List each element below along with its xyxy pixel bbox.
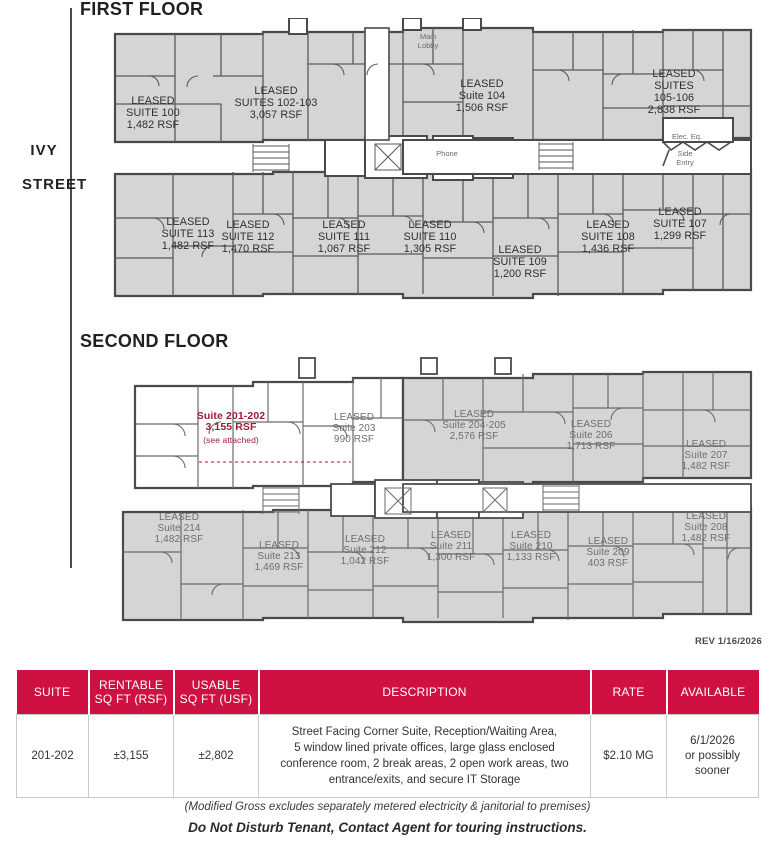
suite-label-210: LEASED Suite 210 1,133 RSF — [506, 530, 556, 564]
cell-rentable-sqft: ±3,155 — [89, 715, 174, 798]
suite-label-104: LEASED Suite 104 1,506 RSF — [455, 78, 509, 114]
annotation-phone: Phone — [436, 149, 458, 158]
suite-label-113: LEASED SUITE 113 1,482 RSF — [161, 216, 215, 252]
cell-suite: 201-202 — [17, 715, 89, 798]
suite-label-214: LEASED Suite 214 1,482 RSF — [154, 512, 204, 546]
suite-label-206: LEASED Suite 206 1,713 RSF — [566, 419, 616, 453]
header-rentable-sqft: RENTABLE SQ FT (RSF) — [89, 670, 174, 715]
header-description: DESCRIPTION — [259, 670, 591, 715]
annotation-side-entry: Side Entry — [676, 149, 694, 167]
suite-label-204-205: LEASED Suite 204-205 2,576 RSF — [442, 409, 506, 443]
cell-rate: $2.10 MG — [591, 715, 667, 798]
suite-label-111: LEASED SUITE 111 1,067 RSF — [317, 219, 371, 255]
suite-label-209: LEASED Suite 209 403 RSF — [586, 536, 630, 570]
first-floor-title: FIRST FLOOR — [80, 0, 204, 19]
suite-label-108: LEASED SUITE 108 1,436 RSF — [581, 219, 635, 255]
header-rate: RATE — [591, 670, 667, 715]
table-header-row — [17, 670, 759, 715]
suite-label-109: LEASED SUITE 109 1,200 RSF — [493, 244, 547, 280]
second-floor-plan — [103, 352, 763, 632]
street-name-label — [22, 140, 88, 196]
second-floor-title: SECOND FLOOR — [80, 331, 229, 351]
suite-label-207: LEASED Suite 207 1,482 RSF — [681, 439, 731, 473]
suite-201-202-text: Suite 201-202 3,155 RSF — [196, 409, 266, 433]
first-floor-plan — [103, 18, 763, 308]
table-row — [17, 715, 759, 798]
cell-available: 6/1/2026 or possibly sooner — [667, 715, 759, 798]
suite-label-107: LEASED SUITE 107 1,299 RSF — [653, 206, 707, 242]
suite-label-211: LEASED Suite 211 1,300 RSF — [426, 530, 476, 564]
street-name-spacer — [22, 162, 66, 174]
suite-label-105-106: LEASED SUITES 105-106 2,838 RSF — [647, 68, 701, 116]
suite-label-213: LEASED Suite 213 1,469 RSF — [254, 540, 304, 574]
revision-stamp: REV 1/16/2026 — [694, 636, 762, 647]
header-suite: SUITE — [17, 670, 89, 715]
street-divider-line — [70, 8, 72, 568]
suite-label-208: LEASED Suite 208 1,482 RSF — [681, 511, 731, 545]
annotation-main-lobby: Main Lobby — [417, 32, 439, 50]
street-name-bottom: STREET — [22, 176, 88, 193]
suite-label-110: LEASED SUITE 110 1,305 RSF — [403, 219, 457, 255]
suite-201-202-note: (see attached) — [203, 434, 259, 445]
suite-label-102-103: LEASED SUITES 102-103 3,057 RSF — [234, 85, 318, 121]
suite-label-212: LEASED Suite 212 1,042 RSF — [340, 534, 390, 568]
street-name-top: IVY — [30, 142, 58, 159]
header-available: AVAILABLE — [667, 670, 759, 715]
annotation-elec-eq: Elec. Eq. — [671, 132, 702, 141]
suite-label-112: LEASED SUITE 112 1,470 RSF — [221, 219, 275, 255]
footnote-do-not-disturb: Do Not Disturb Tenant, Contact Agent for touring instructions. — [188, 820, 587, 835]
suite-label-203: LEASED Suite 203 990 RSF — [332, 412, 376, 446]
cell-usable-sqft: ±2,802 — [174, 715, 259, 798]
cell-description: Street Facing Corner Suite, Reception/Waiting Area, 5 window lined private offices, large glass enclosed conference room, 2 break areas, 2 open work areas, two entrance/exits, and secure IT Storage — [259, 715, 591, 798]
suite-spec-table — [16, 670, 759, 798]
suite-label-100: LEASED SUITE 100 1,482 RSF — [126, 95, 180, 131]
header-usable-sqft: USABLE SQ FT (USF) — [174, 670, 259, 715]
footnote-modified-gross: (Modified Gross excludes separately metered electricity & janitorial to premises) — [184, 801, 591, 813]
